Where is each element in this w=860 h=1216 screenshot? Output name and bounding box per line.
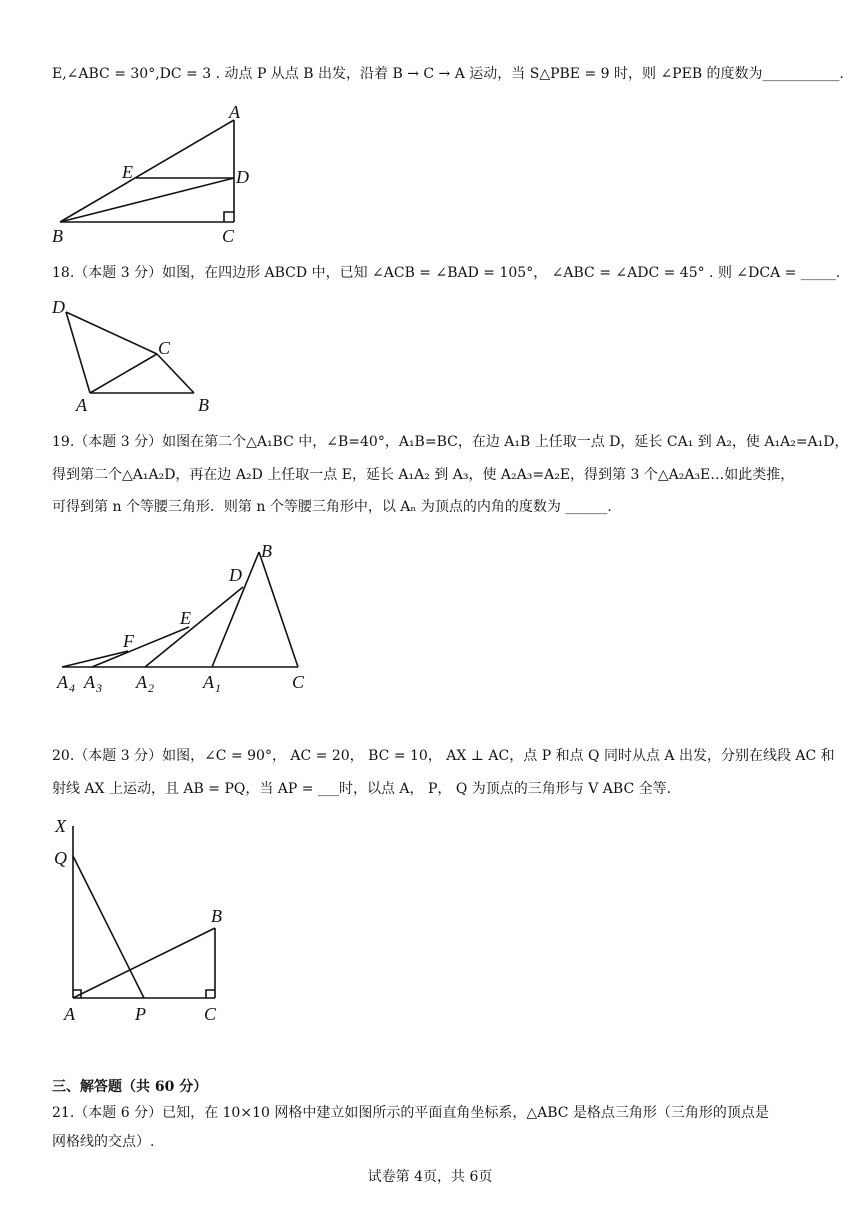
q18-label-b: B	[198, 395, 209, 415]
q19-label-f: F	[123, 631, 134, 651]
q19-label-a2-main: A	[136, 672, 147, 692]
q19-label-a1	[202, 672, 221, 695]
q19-label-a2	[135, 672, 154, 695]
q19-label-a2-sub: 2	[148, 681, 154, 695]
q18-label-c: C	[158, 338, 171, 358]
q18-label-d: D	[52, 297, 65, 317]
q20-text-line-1: 20.（本题 3 分）如图，∠C = 90°， AC = 20， BC = 10， AX ⊥ AC，点 P 和点 Q 同时从点 A 出发，分别在线段 AC 和	[52, 748, 835, 764]
q20-label-q: Q	[54, 848, 67, 868]
q18-label-a: A	[76, 395, 87, 415]
q17-text-line: E,∠ABC = 30°,DC = 3 . 动点 P 从点 B 出发，沿着 B → C → A 运动，当 S△PBE = 9 时，则 ∠PEB 的度数为___________.	[52, 66, 845, 82]
q19-label-a4	[56, 672, 75, 695]
q19-label-a1-main: A	[203, 672, 214, 692]
q19-text-line-3: 可得到第 n 个等腰三角形．则第 n 个等腰三角形中，以 Aₙ 为顶点的内角的度数为 ______.	[52, 499, 612, 515]
q21-text-line-1: 21.（本题 6 分）已知，在 10×10 网格中建立如图所示的平面直角坐标系，△ABC 是格点三角形（三角形的顶点是	[52, 1105, 769, 1121]
q19-text-line-1: 19.（本题 3 分）如图在第二个△A₁BC 中，∠B=40°，A₁B=BC，在边 A₁B 上任取一点 D，延长 CA₁ 到 A₂，使 A₁A₂=A₁D，	[52, 434, 849, 450]
q20-label-a: A	[64, 1004, 75, 1024]
q17-label-d: D	[236, 167, 249, 187]
q17-label-a: A	[229, 102, 240, 122]
q20-label-x: X	[55, 816, 66, 836]
q19-label-b: B	[261, 541, 272, 561]
q17-label-b: B	[52, 226, 63, 246]
q19-figure	[48, 540, 328, 700]
q20-figure	[46, 808, 246, 1030]
q20-label-p: P	[135, 1004, 146, 1024]
q19-label-a4-main: A	[57, 672, 68, 692]
q20-label-c: C	[204, 1004, 217, 1024]
q20-label-b: B	[211, 906, 222, 926]
q21-text-line-2: 网格线的交点）.	[52, 1134, 155, 1150]
q18-text-line: 18.（本题 3 分）如图，在四边形 ABCD 中，已知 ∠ACB = ∠BAD = 105°， ∠ABC = ∠ADC = 45° . 则 ∠DCA = _____.	[52, 265, 841, 281]
q19-text-line-2: 得到第二个△A₁A₂D，再在边 A₂D 上任取一点 E，延长 A₁A₂ 到 A₃，使 A₂A₃=A₂E，得到第 3 个△A₂A₃E…如此类推，	[52, 467, 795, 483]
q19-label-c: C	[292, 672, 305, 692]
q19-label-e: E	[180, 608, 191, 628]
q19-label-a1-sub: 1	[215, 681, 221, 695]
q20-text-line-2: 射线 AX 上运动，且 AB = PQ，当 AP = ___时，以点 A， P， Q 为顶点的三角形与 V ABC 全等.	[52, 781, 672, 797]
q17-figure	[40, 100, 280, 250]
q19-label-a3	[83, 672, 102, 695]
q19-label-a4-sub: 4	[69, 681, 75, 695]
q19-label-a3-main: A	[84, 672, 95, 692]
q17-label-c: C	[222, 226, 235, 246]
section-3-title: 三、解答题（共 60 分）	[52, 1079, 208, 1095]
page-footer: 试卷第 4页，共 6页	[367, 1169, 493, 1185]
q19-label-d: D	[229, 565, 242, 585]
q18-figure	[44, 292, 234, 418]
q17-label-e: E	[122, 162, 133, 182]
q19-label-a3-sub: 3	[96, 681, 102, 695]
